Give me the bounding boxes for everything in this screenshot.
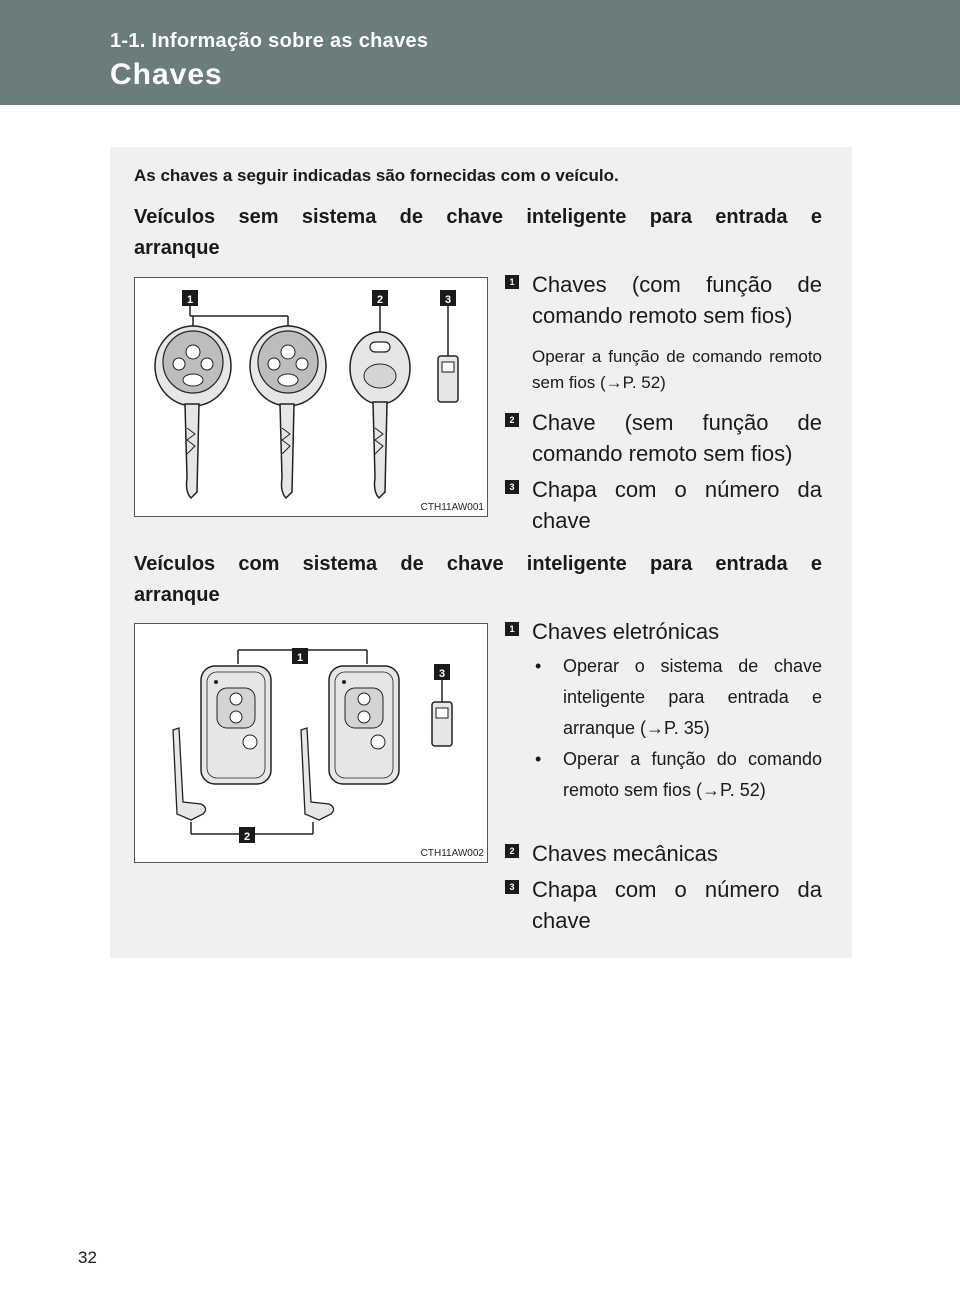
section-title: 1-1. Informação sobre as chaves: [110, 30, 429, 52]
item-label: Chaves mecânicas: [532, 841, 718, 866]
callout-1: 1: [186, 294, 194, 306]
list-item: [505, 616, 822, 647]
figure-conventional-keys: [134, 277, 488, 517]
item-number-marker: 3: [505, 480, 519, 494]
chapter-header: [0, 0, 960, 105]
list-item: [505, 474, 822, 536]
item-number-marker: 3: [505, 880, 519, 894]
page-number: 32: [78, 1248, 97, 1267]
conventional-keys-illustration: [135, 278, 489, 518]
intro-text: As chaves a seguir indicadas são fornecidas com o veículo.: [134, 166, 619, 185]
item-number-marker: 1: [505, 275, 519, 289]
bullet-item: [535, 651, 822, 744]
list-item: [505, 407, 822, 469]
remote-key-2: [250, 326, 326, 498]
bullet-marker: •: [535, 656, 542, 676]
bullet-marker: •: [535, 749, 542, 769]
remote-key-1: [155, 326, 231, 498]
plain-key: [350, 332, 410, 498]
smart-key-1: [173, 666, 271, 820]
figure-code: CTH11AW002: [420, 848, 484, 859]
bullet-text: Operar o sistema de chave inteligente para entrada e arranque (→P. 35): [563, 656, 822, 738]
heading-with-smart-key: Veículos com sistema de chave inteligente para entrada e arranque: [134, 553, 822, 606]
callout-3: 3: [444, 294, 452, 306]
item-label: Chapa com o número da chave: [532, 877, 822, 933]
item-label: Chapa com o número da chave: [532, 477, 822, 533]
item-label: Chave (sem função de comando remoto sem fios): [532, 410, 822, 466]
list-item: [505, 269, 822, 331]
callout-2: 2: [376, 294, 384, 306]
callout-3: 3: [438, 668, 446, 680]
bullet-item: [535, 744, 822, 806]
electronic-keys-illustration: [135, 624, 489, 864]
item-label: Chaves eletrónicas: [532, 619, 720, 644]
item-label: Chaves (com função de comando remoto sem fios): [532, 272, 822, 328]
item-note: Operar a função de comando remoto sem fios (→P. 52): [532, 347, 822, 392]
number-plate: [432, 702, 452, 746]
bullet-text: Operar a função do comando remoto sem fios (→P. 52): [563, 749, 822, 800]
page-title: Chaves: [110, 58, 223, 91]
callout-1: 1: [296, 652, 304, 664]
list-item: [505, 874, 822, 936]
figure-electronic-keys: [134, 623, 488, 863]
callout-2: 2: [243, 831, 251, 843]
item-number-marker: 1: [505, 622, 519, 636]
smart-key-2: [301, 666, 399, 820]
heading-without-smart-key: Veículos sem sistema de chave inteligente para entrada e arranque: [134, 206, 822, 259]
item-number-marker: 2: [505, 413, 519, 427]
list-item: [505, 838, 822, 869]
item-number-marker: 2: [505, 844, 519, 858]
figure-code: CTH11AW001: [420, 502, 484, 513]
number-plate: [438, 356, 458, 402]
